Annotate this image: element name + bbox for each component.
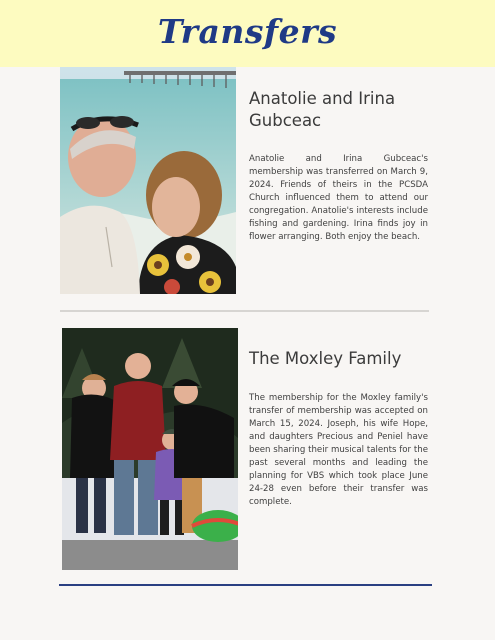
section-divider [60, 310, 429, 312]
page-title: Transfers [157, 12, 338, 51]
page-header [0, 0, 495, 67]
gubceac-photo [60, 67, 236, 294]
story-title-gubceac: Anatolie and Irina Gubceac [249, 89, 396, 130]
moxley-photo [62, 328, 238, 570]
footer-divider [59, 584, 432, 586]
story-title-moxley: The Moxley Family [249, 349, 402, 368]
story-body-gubceac: Anatolie and Irina Gubceac's membership was transferred on March 9, 2024. Friends of theirs in the PCSDA Church influenced them to attend our congregation. Anatolie's interests include fishing and gardening. Irina finds joy in flower arranging. Both enjoy the beach. [249, 154, 428, 242]
story-body-moxley: The membership for the Moxley family's transfer of membership was accepted on March 15, 2024. Joseph, his wife Hope, and daughters Precious and Peniel have been sharing their musical talents for the past several months and leading the planning for VBS which took place June 24-28 even before their transfer was complete. [249, 393, 428, 507]
